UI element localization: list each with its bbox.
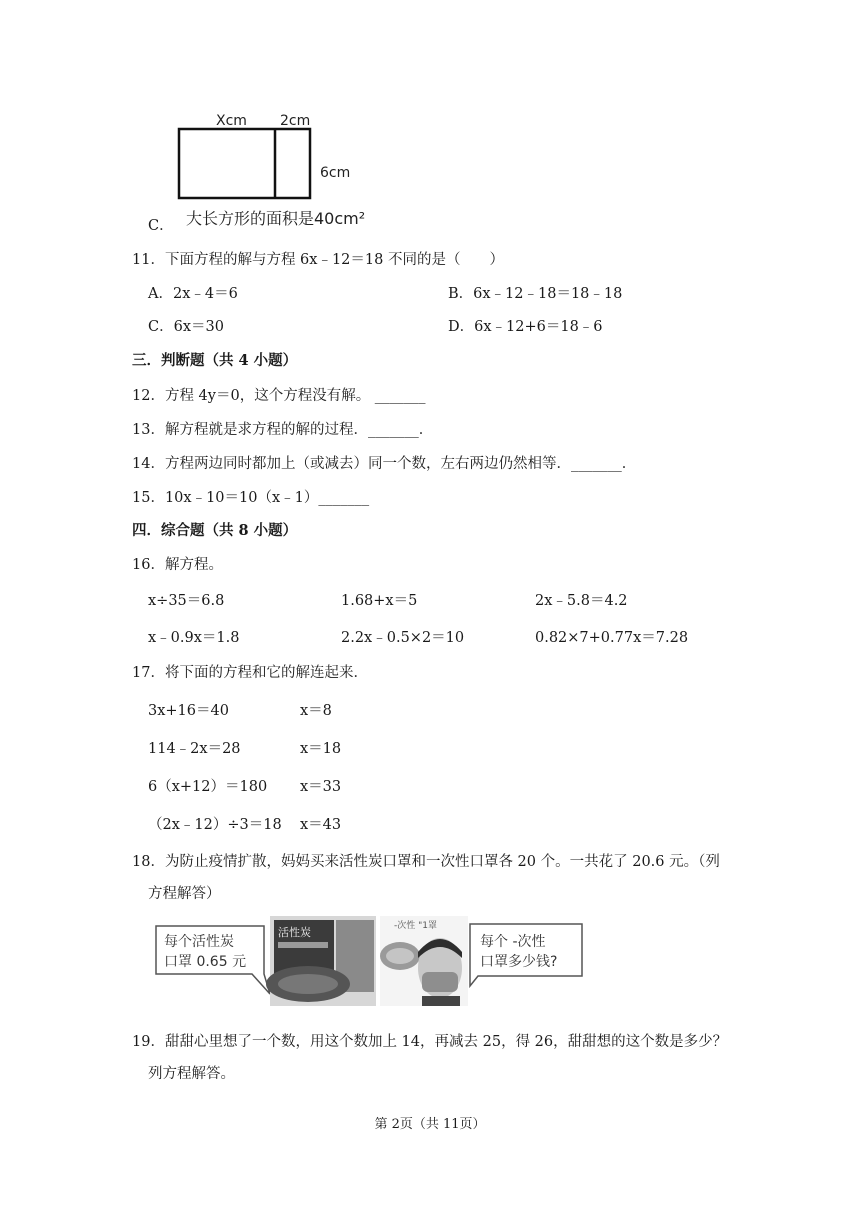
left-bubble-line-2: 口罩 0.65 元 (164, 954, 247, 970)
question-19-line-1: 19．甜甜心里想了一个数，用这个数加上 14，再减去 25，得 26，甜甜想的这个数是多少？ (132, 1034, 728, 1050)
q11-option-b: B．6x﹣12﹣18＝18﹣18 (448, 286, 623, 302)
option-c-label: C． (148, 218, 174, 234)
q17-equation-4: （2x﹣12）÷3＝18 (148, 817, 282, 833)
big-rectangle (179, 129, 310, 198)
q16-eq-6: 0.82×7+0.77x＝7.28 (535, 630, 689, 646)
question-14: 14．方程两边同时都加上（或减去）同一个数，左右两边仍然相等．_______． (132, 456, 637, 472)
q11-option-c: C．6x＝30 (148, 319, 224, 335)
question-16: 16．解方程。 (132, 557, 223, 573)
figure-caption: 大长方形的面积是40cm² (186, 209, 366, 228)
q17-solution-2: x＝18 (300, 741, 342, 757)
q17-equation-3: 6（x+12）＝180 (148, 779, 268, 795)
question-15: 15．10x﹣10＝10（x﹣1）_______ (132, 490, 370, 506)
q16-eq-4: x﹣0.9x＝1.8 (148, 630, 240, 646)
q17-equation-1: 3x+16＝40 (148, 703, 229, 719)
q17-solution-3: x＝33 (300, 779, 342, 795)
question-13: 13．解方程就是求方程的解的过程．_______． (132, 422, 434, 438)
disposable-mask-photo (380, 916, 468, 1006)
q16-eq-5: 2.2x﹣0.5×2＝10 (341, 630, 465, 646)
q11-option-d: D．6x﹣12+6＝18﹣6 (448, 319, 603, 335)
question-17: 17．将下面的方程和它的解连起来． (132, 665, 368, 681)
q16-eq-1: x÷35＝6.8 (148, 593, 225, 609)
question-18-line-2: 方程解答） (148, 886, 221, 902)
page-footer: 第 2页（共 11页） (374, 1117, 486, 1132)
figure-label-x: Xcm (216, 113, 247, 129)
question-18-line-1: 18．为防止疫情扩散，妈妈买来活性炭口罩和一次性口罩各 20 个。一共花了 20.6 元。（列 (132, 854, 720, 870)
section-3-title: 三．判断题（共 4 小题） (132, 352, 298, 369)
carbon-mask-photo (266, 916, 376, 1006)
photo-label: -次性 "1罩 (394, 921, 437, 931)
right-bubble-line-2: 口罩多少钱? (480, 954, 558, 970)
box-label: 活性炭 (278, 926, 311, 939)
rectangle-figure (140, 100, 400, 240)
figure-label-2cm: 2cm (280, 113, 311, 129)
question-12: 12．方程 4y＝0，这个方程没有解。 _______ (132, 388, 426, 404)
mask-illustration (148, 912, 588, 1012)
question-19-line-2: 列方程解答。 (148, 1066, 235, 1082)
question-11: 11．下面方程的解与方程 6x﹣12＝18 不同的是（ ） (132, 252, 504, 268)
q17-solution-4: x＝43 (300, 817, 342, 833)
q11-option-a: A．2x﹣4＝6 (148, 286, 238, 302)
q17-equation-2: 114﹣2x＝28 (148, 741, 241, 757)
left-bubble-line-1: 每个活性炭 (164, 934, 234, 950)
figure-label-6cm: 6cm (320, 165, 351, 181)
right-bubble-line-1: 每个 -次性 (480, 934, 546, 950)
q16-eq-3: 2x﹣5.8＝4.2 (535, 593, 628, 609)
q16-eq-2: 1.68+x＝5 (341, 593, 418, 609)
q17-solution-1: x＝8 (300, 703, 332, 719)
section-4-title: 四．综合题（共 8 小题） (132, 522, 298, 539)
